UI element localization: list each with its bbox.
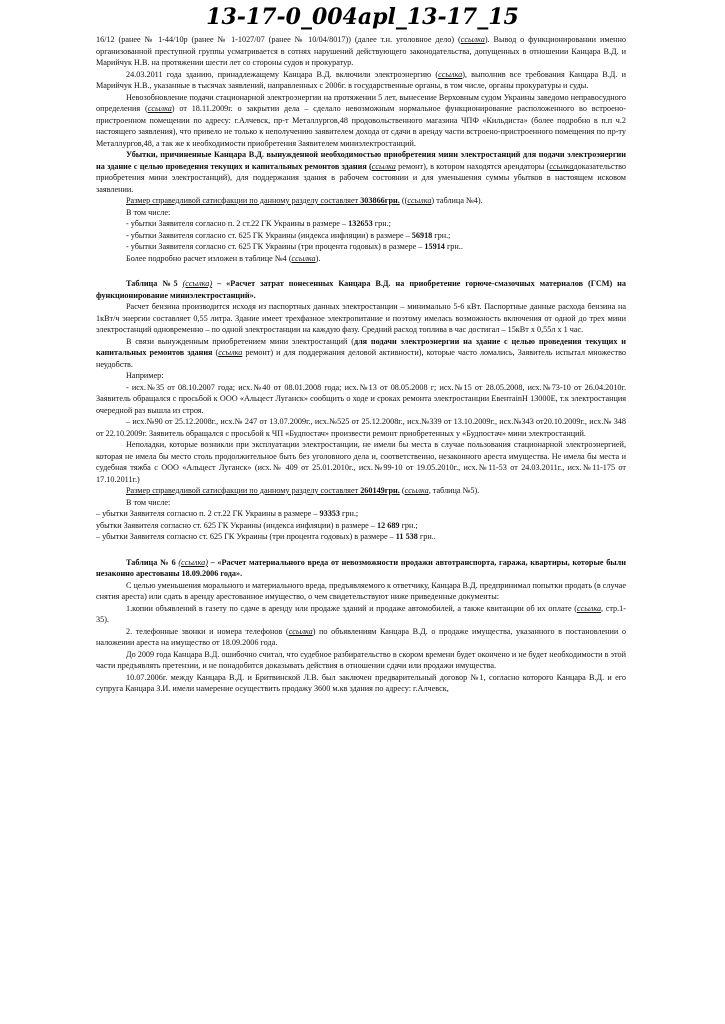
paragraph	[96, 439, 626, 485]
paragraph	[96, 508, 626, 520]
text-run: грн.;	[432, 230, 451, 240]
reference-link[interactable]: ссылка	[576, 603, 602, 613]
paragraph	[96, 672, 626, 695]
text-run: - исх.№35 от 08.10.2007 года; исх.№40 от 08.01.2008 года; исх.№13 от 08.05.2008 г; исх.№15 от 28.05.2008, исх.№73-10 от 26.04.2010г. Заявитель обращался с просьбой к ООО «Альцест Луганск» сообщить о ходе и сроках ремонта электростанции ЕвентаinН 13000Е, т.к электростанция очередной раз вышла из строя.	[96, 382, 626, 415]
text-run: 10.07.2006г. между Канцара В.Д. и Бритвинской Л.В. был заключен предварительный договор №1, согласно которого Канцара В.Д. и его супруга Канцара З.И. имели намерение осуществить продажу 3600 м.кв здания по адресу: г.Алчевск,	[96, 672, 626, 693]
paragraph	[96, 195, 626, 207]
text-run: Размер справедливой сатисфакции по данному разделу составляет	[126, 196, 361, 205]
paragraph	[96, 241, 626, 253]
paragraph	[96, 557, 626, 580]
paragraph	[96, 603, 626, 626]
paragraph	[96, 218, 626, 230]
paragraph	[96, 497, 626, 509]
text-run: 11 538	[395, 532, 418, 541]
text-run: (	[212, 348, 219, 357]
paragraph	[96, 370, 626, 382]
paragraph	[96, 520, 626, 532]
text-run: В том числе:	[126, 207, 171, 217]
text-run: грн..	[444, 242, 463, 251]
paragraph	[96, 485, 626, 497]
text-run: , таблица №5).	[428, 486, 480, 495]
text-run: , стр.1-35).	[96, 603, 626, 624]
text-run: – исх.№90 от 25.12.2008г., исх.№ 247 от 13.07.2009г., исх.№525 от 25.12.2008г., исх.№339 от 13.10.2009г., исх.№343 от20.10.2009г., исх.№ 348 от 22.10.2009г. Заявитель обращался с просьбой к ЧП «Будпостач» произвести ремонт приобретенных у «Будпостач» мини электростанций.	[96, 417, 626, 438]
text-run: убытки Заявителя согласно ст. 625 ГК Украины (индекса инфляции) в размере –	[96, 520, 377, 530]
text-run: ((	[399, 196, 408, 205]
paragraph	[96, 336, 626, 371]
reference-link[interactable]: ссылка	[371, 161, 396, 171]
text-run: грн..	[417, 532, 436, 541]
reference-link[interactable]: ссылка	[438, 69, 463, 79]
page-header-title: 13-17-0_004apl_13-17_15	[206, 4, 519, 30]
text-run: для подачи электроэнергии на здание с целью проведения текущих и капитальных ремонтов здания	[96, 336, 626, 357]
reference-link[interactable]: (ссылка)	[182, 279, 213, 288]
text-run: 24.03.2011 года зданию, принадлежащему Канцара В.Д. включили электроэнергию (	[126, 69, 439, 79]
reference-link[interactable]: ссылка	[549, 161, 574, 171]
text-run: грн.;	[399, 520, 418, 530]
text-run: 56918	[411, 230, 433, 240]
text-run: ), выполнив все требования Канцара В.Д. и Марийчук Н.В., указанные в тысячах заявлений, направленных с 2006г. в государственные органы, в том числе, органы прокуратуры и суды.	[96, 69, 626, 90]
text-run: Более подробно расчет изложен в таблице №4 (	[126, 253, 292, 263]
text-run: 16/12 (ранее № 1-44/10р (ранее № 1-1027/07 (ранее № 10/04/8017)) (далее т.н. уголовное дело) (	[96, 35, 461, 44]
text-run: 12 689	[377, 520, 400, 530]
paragraph	[96, 416, 626, 439]
text-run: В том числе:	[126, 497, 171, 507]
text-run: - убытки Заявителя согласно ст. 625 ГК Украины (три процента годовых) в размере –	[126, 242, 425, 251]
reference-link[interactable]: ссылка	[147, 104, 172, 113]
paragraph	[96, 149, 626, 195]
text-run: ) от 18.11.2009г. о закрытии дела – сделало невозможным нормальное функционирование расположенного во встроено-пристроенном помещении по адресу: г.Алчевск, пр-т Металлургов,48 продовольственного магазина ЧПФ «Кильдиста» (более подробно в п.п ч.2 настоящего заявления), что привело не только к неполучению заявителем дохода от сдачи в аренду части встроено-пристроенного помещения по пр-ту Металлургов,48, а так же к необходимости приобретения Заявителем миниэлектростанций.	[96, 104, 626, 148]
paragraph-spacer	[96, 264, 626, 278]
text-run: Невозобновление подачи стационарной электроэнергии на протяжении 5 лет, вынесение Верховным судом Украины заведомо неправосудного определения (	[96, 92, 626, 113]
reference-link[interactable]: ссылка	[288, 626, 313, 636]
paragraph	[96, 649, 626, 672]
text-run: - убытки Заявителя согласно ст. 625 ГК Украины (индекса инфляции) в размере –	[126, 230, 412, 240]
text-run: (	[399, 486, 405, 495]
paragraph	[96, 92, 626, 150]
text-run: 2. телефонные звонки и номера телефонов (	[126, 626, 289, 636]
text-run: Таблица № 6	[126, 557, 179, 567]
paragraph	[96, 34, 626, 69]
text-run: ). Вывод о функционировании именно организованной преступной группы усматривается в сотнях нарушений действующего законодательства, допущенных в отношении Канцара В.Д. и Марийчук Н.В. на протяжении шести лет со стороны судов и прокуратур.	[96, 35, 626, 67]
text-run: Размер справедливой сатисфакции по данному разделу составляет	[126, 486, 361, 495]
paragraph	[96, 580, 626, 603]
paragraph-spacer	[96, 543, 626, 557]
text-run: 93353	[319, 509, 340, 518]
text-run: Расчет бензина производится исходя из паспортных данных электростанции – минимально 5-6 кВт. Паспортные данные расхода бензина на 1кВт/ч энергии составляет 0,55 литра. Здание имеет трехфазное электропитание и поэтому имелась возможность включения от одной до трех мини электростанций одновременно – по одной электростанции на каждую фазу. Средний расход топлива в час достигал – 15кВт х 0,55л х 1 час.	[96, 302, 626, 334]
text-run: 132653	[348, 219, 373, 228]
text-run: ремонт), в котором находятся арендаторы (	[395, 161, 550, 171]
text-run: ) по объявлениям Канцара В.Д. о продаже имущества, указанного в постановлении о наложении ареста на имущество от 18.09.2006 года.	[96, 626, 626, 647]
reference-link[interactable]: ссылка	[291, 253, 316, 263]
paragraph	[96, 531, 626, 543]
text-run: 1.копии объявлений в газету по сдаче в аренду или продаже зданий и продаже автомобилей, а также квитанции об их оплате (	[126, 603, 577, 613]
text-run: Таблица №5	[126, 279, 183, 288]
text-run: Убытки, причиненные Канцара В.Д. вынужденной необходимостью приобретения мини электростанций для подачи электроэнергии на здание с целью проведения текущих и капитальных ремонтов здания (	[96, 150, 626, 171]
text-run: - убытки Заявителя согласно п. 2 ст.22 ГК Украины в размере –	[126, 219, 349, 228]
reference-link[interactable]: ссылка	[460, 35, 485, 44]
reference-link[interactable]: (ссылка)	[178, 557, 208, 567]
paragraph	[96, 207, 626, 219]
document-body	[96, 34, 626, 695]
text-run: – убытки Заявителя согласно п. 2 ст.22 ГК Украины в размере –	[96, 509, 320, 518]
text-run: грн.;	[339, 509, 359, 518]
paragraph	[96, 382, 626, 417]
reference-link[interactable]: ссылка	[404, 486, 429, 495]
text-run: Например:	[126, 371, 164, 380]
paragraph	[96, 301, 626, 336]
text-run: доказательство приобретения мини электростанций), для поддержания здания в рабочем состоянии и для уменьшения суммы убытков в настоящем исковом заявлении.	[96, 161, 626, 194]
text-run: 15914	[424, 242, 445, 251]
text-run: ) таблица №4).	[431, 196, 483, 205]
reference-link[interactable]: ссылка	[218, 348, 243, 357]
text-run: 260149грн.	[360, 486, 400, 495]
paragraph	[96, 278, 626, 301]
text-run: 303866грн.	[360, 196, 400, 205]
text-run: – убытки Заявителя согласно ст. 625 ГК Украины (три процента годовых) в размере –	[96, 532, 396, 541]
text-run: До 2009 года Канцара В.Д. ошибочно считал, что судебное разбирательство в скором времени будет окончено и не будет необходимости в этой части предъявлять претензии, и не понадобится доказывать действия в отношении сдачи или продажи имущества.	[96, 649, 626, 670]
paragraph	[96, 626, 626, 649]
reference-link[interactable]: ссылка	[407, 196, 432, 205]
paragraph	[96, 253, 626, 265]
text-run: – «Расчет затрат понесенных Канцара В.Д. на приобретение горюче-смазочных материалов (ГСМ) на функционирование миниэлектростанций».	[96, 279, 626, 300]
text-run: С целью уменьшения морального и материального вреда, предъявляемого к ответчику, Канцара В.Д. предпринимал попытки продать (в случае снятия ареста) или сдать в аренду арестованное имущество, о чем свидетельствуют ниже приведенные документы:	[96, 580, 626, 601]
text-run: ремонт) и для поддержания деловой активности), которые часто ломались, Заявитель испытал множество неудобств.	[96, 348, 626, 369]
text-run: ).	[315, 253, 321, 263]
paragraph	[96, 230, 626, 242]
text-run: Неполадки, которые возникли при эксплуатации электростанции, не имели бы места в случае пользования стационарной электроэнергией, которая не имела бы место столь продолжительное быть без уголовного дела и, соответственно, незаконного ареста имущества. Не имела бы места и судебная тяжба с ООО «Альцест Луганск» (исх.№ 409 от 25.01.2010г., исх.№99-10 от 19.05.2010г., исх.№11-53 от 24.03.2011г., исх.№11-175 от 17.10.2011г.)	[96, 440, 626, 484]
paragraph	[96, 69, 626, 92]
text-run: В связи вынужденным приобретением мини электростанций (	[126, 336, 354, 346]
text-run: грн.;	[372, 219, 391, 228]
text-run: – «Расчет материального вреда от невозможности продажи автотранспорта, гаража, квартиры, которые были незаконно арестованы 18.09.2006 года».	[96, 557, 626, 578]
